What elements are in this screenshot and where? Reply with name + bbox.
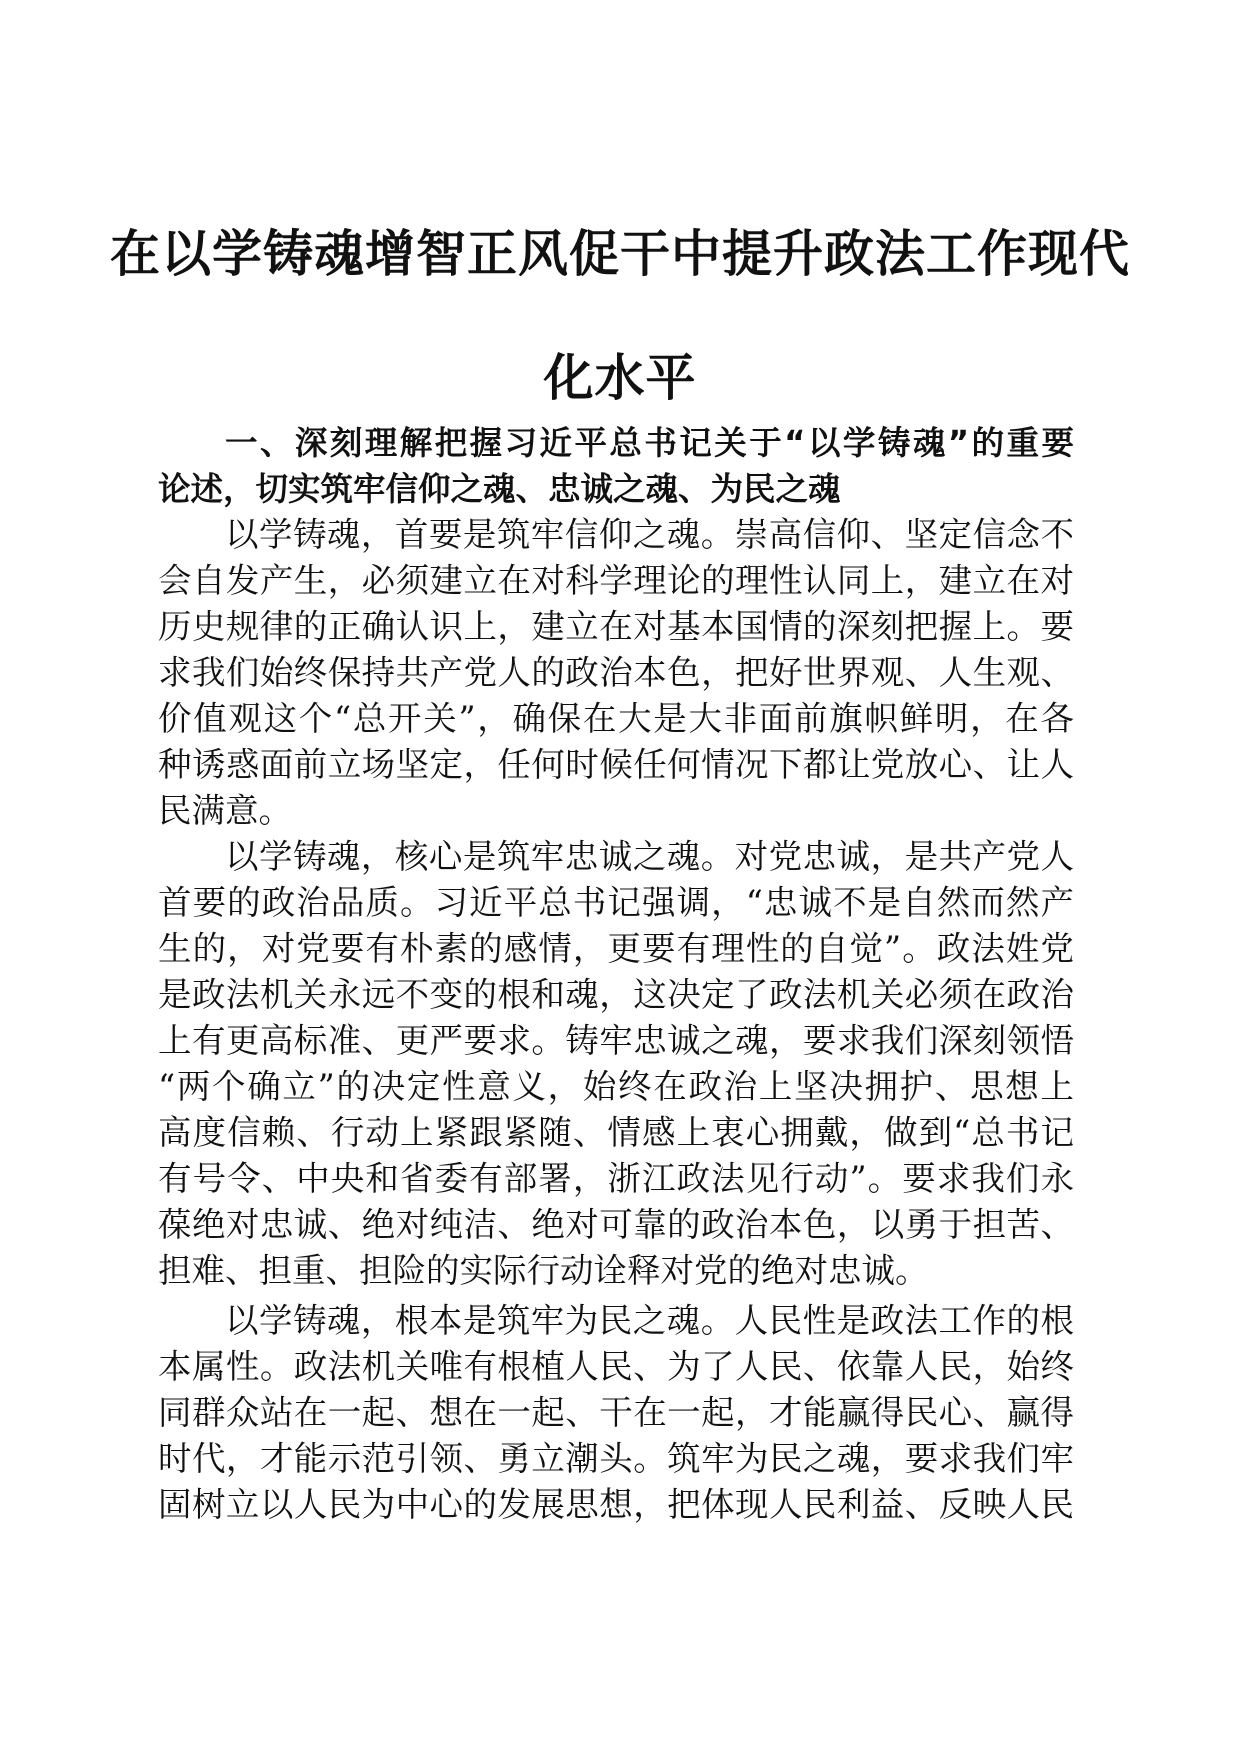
- document-title-line-1: 在以学铸魂增智正风促干中提升政法工作现代: [110, 225, 1130, 283]
- paragraph-3-line: 本属性。政法机关唯有根植人民、为了人民、依靠人民，始终: [158, 1347, 1074, 1386]
- paragraph-1-line: 会自发产生，必须建立在对科学理论的理性认同上，建立在对: [158, 561, 1074, 600]
- paragraph-2-line: 是政法机关永远不变的根和魂，这决定了政法机关必须在政治: [158, 975, 1074, 1014]
- paragraph-2-line: “两个确立”的决定性意义，始终在政治上坚决拥护、思想上: [158, 1067, 1074, 1106]
- paragraph-1-line: 以学铸魂，首要是筑牢信仰之魂。崇高信仰、坚定信念不: [225, 515, 1074, 554]
- paragraph-3-line: 固树立以人民为中心的发展思想，把体现人民利益、反映人民: [158, 1485, 1074, 1524]
- paragraph-3-line: 以学铸魂，根本是筑牢为民之魂。人民性是政法工作的根: [225, 1301, 1074, 1340]
- document-title-line-2: 化水平: [543, 349, 697, 407]
- paragraph-3-line: 时代，才能示范引领、勇立潮头。筑牢为民之魂，要求我们牢: [158, 1439, 1074, 1478]
- paragraph-2-line: 葆绝对忠诚、绝对纯洁、绝对可靠的政治本色，以勇于担苦、: [158, 1205, 1074, 1244]
- paragraph-2-line: 上有更高标准、更严要求。铸牢忠诚之魂，要求我们深刻领悟: [158, 1021, 1074, 1060]
- paragraph-1-line: 民满意。: [158, 791, 292, 830]
- paragraph-1-line: 种诱惑面前立场坚定，任何时候任何情况下都让党放心、让人: [158, 745, 1074, 784]
- paragraph-2-line: 有号令、中央和省委有部署，浙江政法见行动”。要求我们永: [158, 1159, 1074, 1198]
- paragraph-2-line: 高度信赖、行动上紧跟紧随、情感上衷心拥戴，做到“总书记: [158, 1113, 1074, 1152]
- paragraph-1-line: 价值观这个“总开关”，确保在大是大非面前旗帜鲜明，在各: [158, 699, 1074, 738]
- paragraph-1-line: 历史规律的正确认识上，建立在对基本国情的深刻把握上。要: [158, 607, 1074, 646]
- paragraph-2-line: 以学铸魂，核心是筑牢忠诚之魂。对党忠诚，是共产党人: [225, 837, 1074, 876]
- paragraph-2-line: 生的，对党要有朴素的感情，更要有理性的自觉”。政法姓党: [158, 929, 1074, 968]
- paragraph-1-line: 求我们始终保持共产党人的政治本色，把好世界观、人生观、: [158, 653, 1074, 692]
- paragraph-2-line: 担难、担重、担险的实际行动诠释对党的绝对忠诚。: [158, 1251, 929, 1290]
- section-heading-line-2: 论述，切实筑牢信仰之魂、忠诚之魂、为民之魂: [158, 470, 841, 508]
- section-heading-line-1: 一、深刻理解把握习近平总书记关于“以学铸魂”的重要: [225, 424, 1074, 462]
- paragraph-2-line: 首要的政治品质。习近平总书记强调，“忠诚不是自然而然产: [158, 883, 1074, 922]
- paragraph-3-line: 同群众站在一起、想在一起、干在一起，才能赢得民心、赢得: [158, 1393, 1074, 1432]
